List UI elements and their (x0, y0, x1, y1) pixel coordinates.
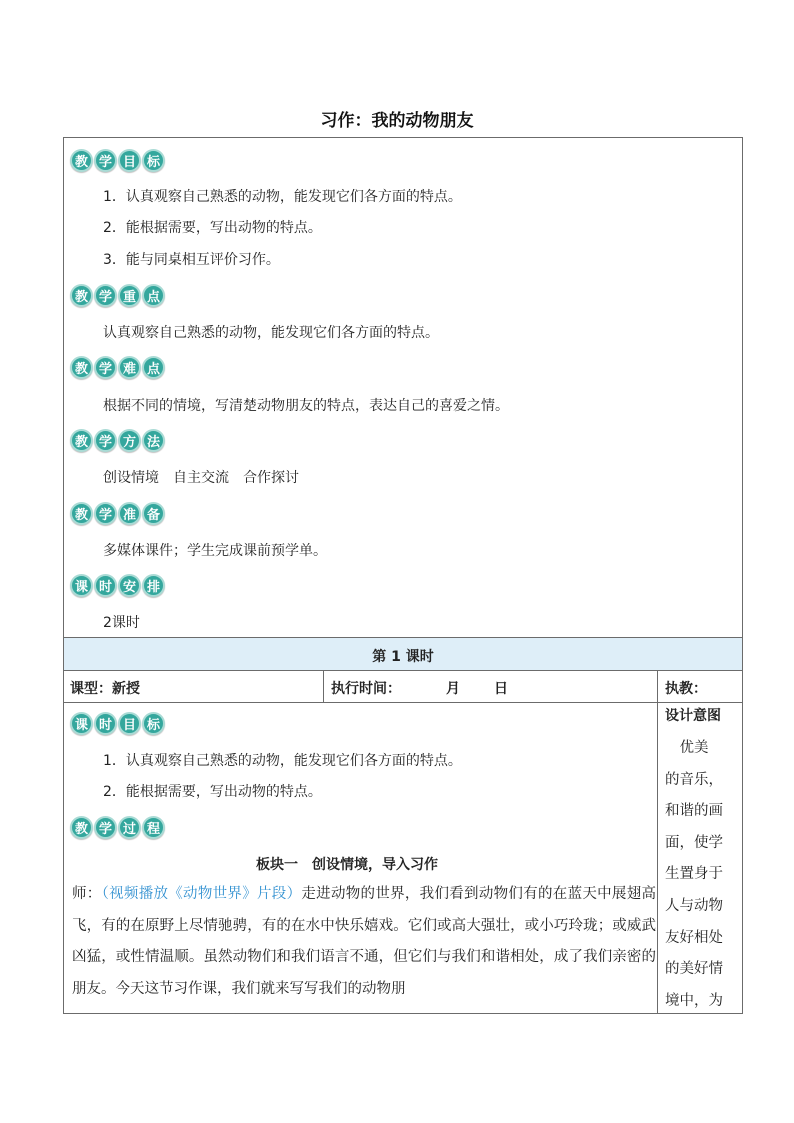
heading-char: 学 (94, 284, 117, 307)
heading-char: 目 (118, 712, 141, 735)
heading-char: 学 (94, 502, 117, 525)
difficulty-text: 根据不同的情境，写清楚动物朋友的特点，表达自己的喜爱之情。 (103, 398, 509, 414)
heading-char: 程 (142, 816, 165, 839)
heading-char: 学 (94, 816, 117, 839)
stage-cue: （视频播放《动物世界》片段） (101, 886, 302, 902)
heading-char: 学 (94, 149, 117, 172)
design-intent-text (665, 733, 737, 1017)
design-intent-line: 面，使学 (665, 834, 723, 851)
design-intent-line: 人与动物 (665, 897, 723, 914)
heading-char: 过 (118, 816, 141, 839)
divider (63, 670, 743, 671)
narration-paragraph (72, 879, 656, 1005)
schedule-text: 2课时 (103, 615, 140, 631)
heading-char: 标 (142, 149, 165, 172)
heading-char: 学 (94, 429, 117, 452)
heading-char: 教 (70, 356, 93, 379)
objective-item: 2．能根据需要，写出动物的特点。 (103, 220, 322, 236)
heading-char: 课 (70, 712, 93, 735)
heading-char: 备 (142, 502, 165, 525)
design-intent-line: 友好相处 (665, 929, 723, 946)
heading-char: 时 (94, 712, 117, 735)
key-point-text: 认真观察自己熟悉的动物，能发现它们各方面的特点。 (103, 325, 439, 341)
divider (657, 670, 658, 1014)
heading-char: 教 (70, 149, 93, 172)
design-intent-line: 的音乐， (665, 771, 723, 788)
section-heading-preparation (70, 499, 166, 527)
execution-time-label: 执行时间： (331, 681, 401, 697)
divider (63, 702, 743, 703)
heading-char: 目 (118, 149, 141, 172)
design-intent-line: 境中，为 (665, 992, 723, 1009)
heading-char: 教 (70, 429, 93, 452)
class-type: 课型：新授 (70, 681, 140, 697)
heading-char: 方 (118, 429, 141, 452)
design-intent-title: 设计意图 (665, 708, 721, 724)
heading-char: 点 (142, 284, 165, 307)
page-title: 习作：我的动物朋友 (320, 111, 474, 131)
design-intent-line: 的美好情 (665, 961, 723, 978)
divider (63, 637, 743, 638)
heading-char: 点 (142, 356, 165, 379)
section-heading-process (70, 813, 166, 841)
heading-char: 教 (70, 816, 93, 839)
heading-char: 教 (70, 284, 93, 307)
design-intent-line: 和谐的画 (665, 803, 723, 820)
heading-char: 课 (70, 574, 93, 597)
heading-char: 排 (142, 574, 165, 597)
heading-char: 教 (70, 502, 93, 525)
month-label: 月 (446, 681, 460, 697)
lesson-goal-item: 1．认真观察自己熟悉的动物，能发现它们各方面的特点。 (103, 753, 462, 769)
heading-char: 学 (94, 356, 117, 379)
lesson-goal-item: 2．能根据需要，写出动物的特点。 (103, 784, 322, 800)
section-heading-difficulties (70, 353, 166, 381)
objective-item: 3．能与同桌相互评价习作。 (103, 252, 280, 268)
block-title: 板块一 创设情境，导入习作 (256, 857, 438, 873)
design-intent-line: 优美 (665, 740, 709, 756)
objective-item: 1．认真观察自己熟悉的动物，能发现它们各方面的特点。 (103, 189, 462, 205)
speaker-label: 师： (72, 886, 102, 902)
day-label: 日 (494, 681, 508, 697)
method-text: 创设情境 自主交流 合作探讨 (103, 470, 299, 486)
heading-char: 重 (118, 284, 141, 307)
section-heading-schedule (70, 571, 166, 599)
narration-text: 走进动物的世界，我们看到动物们有的在蓝天中展翅高飞，有的在原野上尽情驰骋，有的在水中快乐嬉戏。它们或高大强壮，或小巧玲珑；或威武凶猛，或性情温顺。虽然动物们和我们语言不通，但它们与我们和谐相处，成了我们亲密的朋友。今天这节习作课，我们就来写写我们的动物朋 (72, 886, 657, 997)
lesson-band-title: 第 1 课时 (372, 649, 434, 665)
heading-char: 难 (118, 356, 141, 379)
divider (323, 670, 324, 702)
section-heading-objectives (70, 146, 166, 174)
section-heading-key-points (70, 281, 166, 309)
heading-char: 标 (142, 712, 165, 735)
design-intent-line: 生置身于 (665, 866, 723, 883)
section-heading-lesson-goals (70, 709, 166, 737)
section-heading-methods (70, 426, 166, 454)
heading-char: 准 (118, 502, 141, 525)
heading-char: 安 (118, 574, 141, 597)
heading-char: 时 (94, 574, 117, 597)
heading-char: 法 (142, 429, 165, 452)
teacher-label: 执教： (665, 681, 707, 697)
preparation-text: 多媒体课件；学生完成课前预学单。 (103, 543, 327, 559)
